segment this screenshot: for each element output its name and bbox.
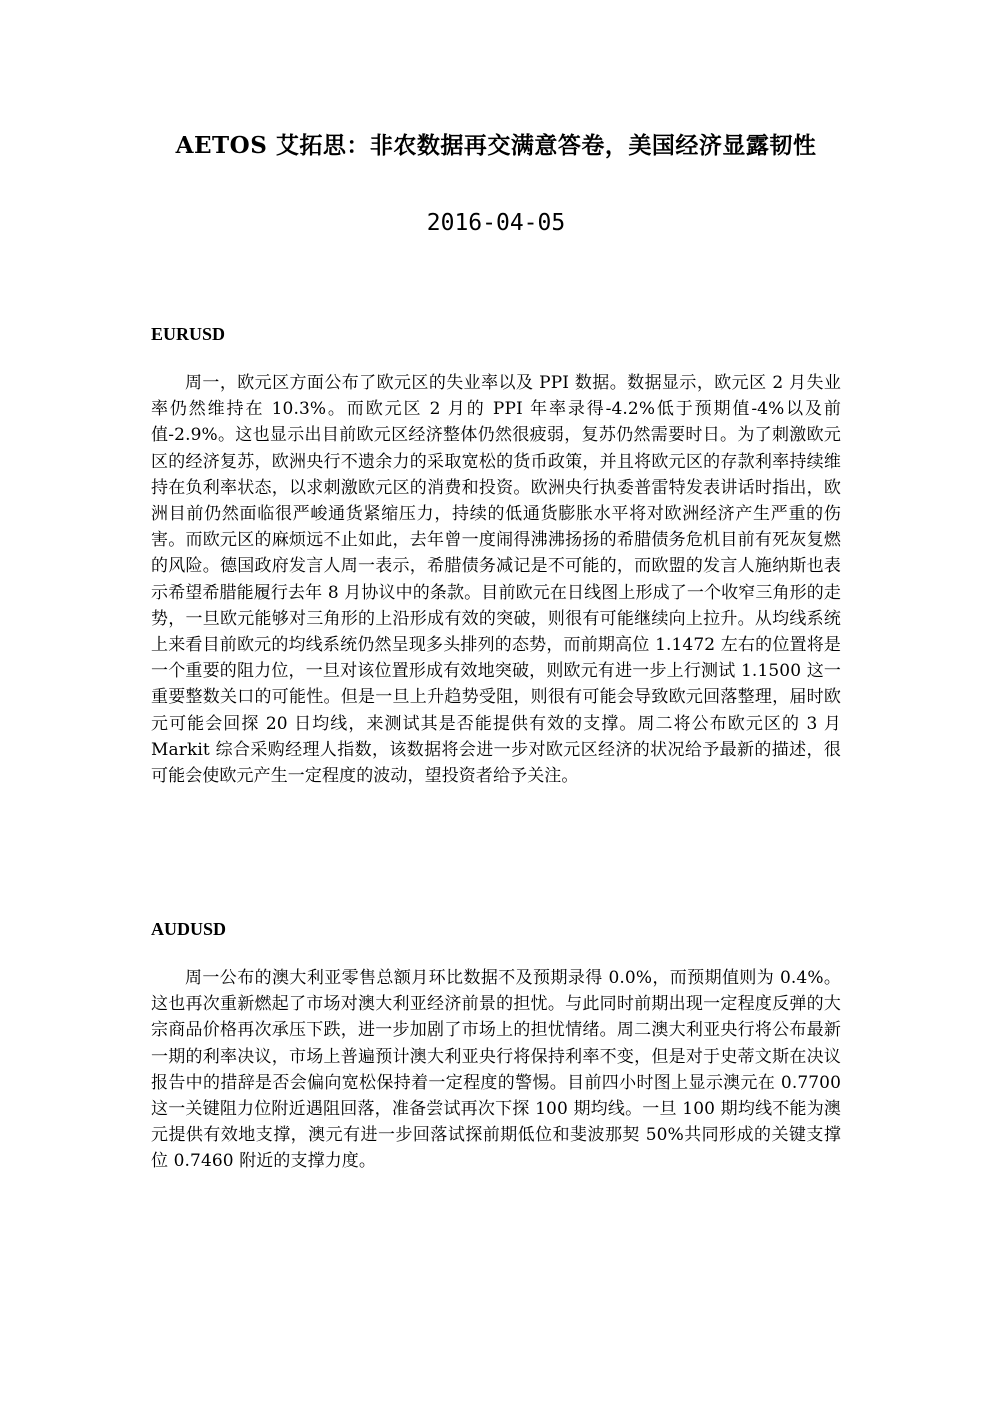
section-body-eurusd: 周一，欧元区方面公布了欧元区的失业率以及 PPI 数据。数据显示，欧元区 2 月失业率仍然维持在 10.3%。而欧元区 2 月的 PPI 年率录得-4.2%低于预期值-4%以及前值-2.9%。这也显示出目前欧元区经济整体仍然很疲弱，复苏仍然需要时日。为了刺激欧元区的经济复苏，欧洲央行不遗余力的采取宽松的货币政策，并且将欧元区的存款利率持续维持在负利率状态，以求刺激欧元区的消费和投资。欧洲央行执委普雷特发表讲话时指出，欧洲目前仍然面临很严峻通货紧缩压力，持续的低通货膨胀水平将对欧洲经济产生严重的伤害。而欧元区的麻烦远不止如此，去年曾一度闹得沸沸扬扬的希腊债务危机目前有死灰复燃的风险。德国政府发言人周一表示，希腊债务减记是不可能的，而欧盟的发言人施纳斯也表示希望希腊能履行去年 8 月协议中的条款。目前欧元在日线图上形成了一个收窄三角形的走势，一旦欧元能够对三角形的上沿形成有效的突破，则很有可能继续向上拉升。从均线系统上来看目前欧元的均线系统仍然呈现多头排列的态势，而前期高位 1.1472 左右的位置将是一个重要的阻力位，一旦对该位置形成有效地突破，则欧元有进一步上行测试 1.1500 这一重要整数关口的可能性。但是一旦上升趋势受阻，则很有可能会导致欧元回落整理，届时欧元可能会回探 20 日均线，来测试其是否能提供有效的支撑。周二将公布欧元区的 3 月 Markit 综合采购经理人指数，该数据将会进一步对欧元区经济的状况给予最新的描述，很可能会使欧元产生一定程度的波动，望投资者给予关注。 (151, 373, 841, 787)
section-heading-eurusd: EURUSD (151, 324, 226, 344)
document-date: 2016-04-05 (426, 210, 566, 236)
document-title: AETOS 艾拓思：非农数据再交满意答卷，美国经济显露韧性 (175, 132, 817, 159)
section-heading-audusd: AUDUSD (151, 919, 227, 939)
section-body-audusd: 周一公布的澳大利亚零售总额月环比数据不及预期录得 0.0%，而预期值则为 0.4%。这也再次重新燃起了市场对澳大利亚经济前景的担忧。与此同时前期出现一定程度反弹的大宗商品价格再次承压下跌，进一步加剧了市场上的担忧情绪。周二澳大利亚央行将公布最新一期的利率决议，市场上普遍预计澳大利亚央行将保持利率不变，但是对于史蒂文斯在决议报告中的措辞是否会偏向宽松保持着一定程度的警惕。目前四小时图上显示澳元在 0.7700 这一关键阻力位附近遇阻回落，准备尝试再次下探 100 期均线。一旦 100 期均线不能为澳元提供有效地支撑，澳元有进一步回落试探前期低位和斐波那契 50%共同形成的关键支撑位 0.7460 附近的支撑力度。 (151, 968, 841, 1172)
